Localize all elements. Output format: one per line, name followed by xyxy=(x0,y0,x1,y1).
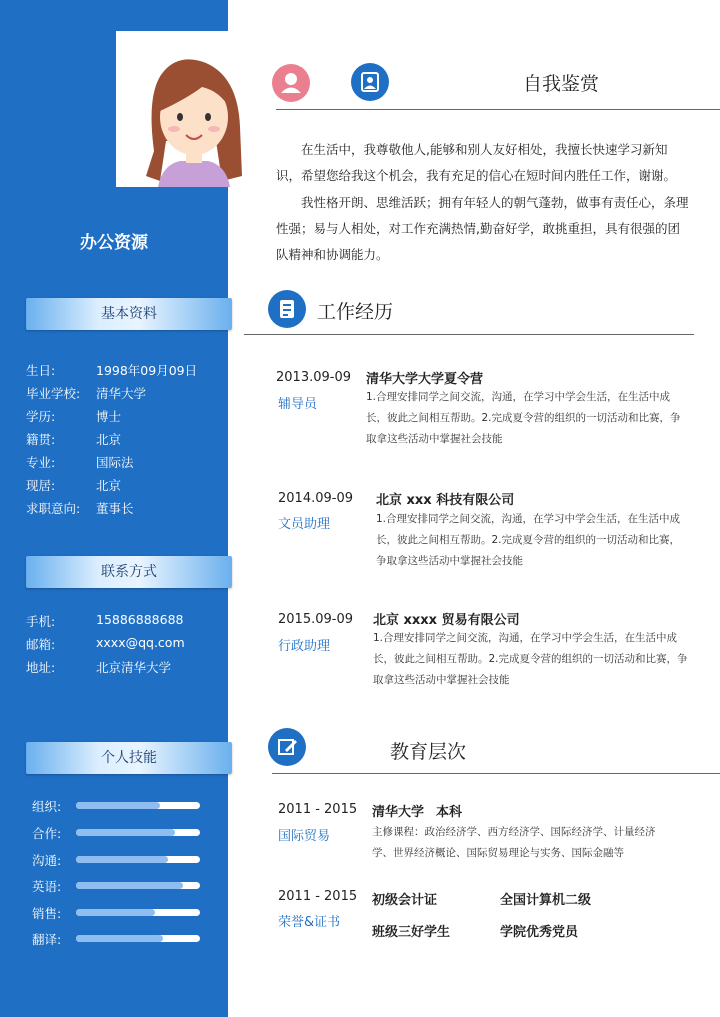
work-org: 清华大学大学夏令营 xyxy=(366,372,484,387)
skills-title: 个人技能 xyxy=(101,750,157,766)
basic-info-banner xyxy=(26,294,232,334)
major-value: 国际法 xyxy=(96,455,134,470)
work-title: 工作经历 xyxy=(317,301,394,323)
work-desc: 1.合理安排同学之间交流，沟通，在学习中学会生活，在生活中成长，彼此之间相互帮助。2.完成夏令营的组织的一切活动和比赛，争取拿这些活动中掌握社会技能 xyxy=(373,632,688,686)
work-role: 文员助理 xyxy=(278,517,331,532)
honors-label: 荣誉&证书 xyxy=(278,915,341,930)
address-label: 地址: xyxy=(26,660,56,675)
person-icon xyxy=(272,64,310,102)
work-org: 北京 xxxx 贸易有限公司 xyxy=(373,613,520,628)
self-eval-paragraph: 在生活中，我尊敬他人,能够和别人友好相处，我擅长快速学习新知识，希望您给我这个机会，我有充足的信心在短时间内胜任工作，谢谢。 xyxy=(276,142,677,183)
edu-degree: 本科 xyxy=(436,805,463,820)
skill-label: 英语: xyxy=(32,879,62,894)
education-title: 教育层次 xyxy=(390,741,467,763)
skill-bar xyxy=(76,802,200,809)
work-role: 辅导员 xyxy=(278,397,318,412)
skill-bar-fill xyxy=(76,909,155,916)
honor-item: 学院优秀党员 xyxy=(500,925,579,940)
briefcase-icon xyxy=(268,290,306,328)
contact-title: 联系方式 xyxy=(101,564,157,580)
edu-courses: 主修课程：政治经济学、西方经济学、国际经济学、计量经济学、世界经济概论、国际贸易理论与实务、国际金融等 xyxy=(372,826,656,859)
education-value: 博士 xyxy=(96,409,122,424)
contact-banner xyxy=(26,552,232,592)
residence-label: 现居: xyxy=(26,478,56,493)
skill-label: 翻译: xyxy=(32,932,62,947)
edit-pen-icon xyxy=(268,728,306,766)
honor-item: 全国计算机二级 xyxy=(500,893,592,908)
self-eval-paragraph: 我性格开朗、思维活跃；拥有年轻人的朝气蓬勃，做事有责任心，条理性强；易与人相处，对工作充满热情,勤奋好学，敢挑重担，具有很强的团队精神和协调能力。 xyxy=(276,195,689,262)
skill-label: 沟通: xyxy=(32,853,62,868)
skill-bar-fill xyxy=(76,802,160,809)
honor-item: 班级三好学生 xyxy=(372,925,451,940)
avatar-photo xyxy=(116,31,244,187)
skill-label: 销售: xyxy=(32,906,62,921)
birthday-label: 生日: xyxy=(26,363,56,378)
work-date: 2014.09-09 xyxy=(278,491,353,506)
skill-bar-fill xyxy=(76,935,163,942)
edu-school: 清华大学 xyxy=(372,805,425,820)
phone-value: 15886888688 xyxy=(96,612,184,627)
skill-bar xyxy=(76,935,200,942)
hometown-value: 北京 xyxy=(96,432,122,447)
skill-bar-fill xyxy=(76,856,168,863)
work-desc: 1.合理安排同学之间交流，沟通，在学习中学会生活，在生活中成长，彼此之间相互帮助。2.完成夏令营的组织的一切活动和比赛，争取拿这些活动中掌握社会技能 xyxy=(366,391,681,445)
residence-value: 北京 xyxy=(96,478,122,493)
skills-banner xyxy=(26,738,232,778)
work-date: 2015.09-09 xyxy=(278,612,353,627)
email-label: 邮箱: xyxy=(26,637,56,652)
job-intent-label: 求职意向: xyxy=(26,501,81,516)
birthday-value: 1998年09月09日 xyxy=(96,363,198,378)
major-label: 专业: xyxy=(26,455,56,470)
work-date: 2013.09-09 xyxy=(276,370,351,385)
job-intent-value: 董事长 xyxy=(96,501,134,516)
skill-bar-fill xyxy=(76,829,175,836)
honors-date: 2011 - 2015 xyxy=(278,889,358,904)
skill-bar xyxy=(76,882,200,889)
profile-card-icon xyxy=(351,63,389,101)
skill-label: 合作: xyxy=(32,826,62,841)
edu-date: 2011 - 2015 xyxy=(278,802,358,817)
divider xyxy=(272,773,720,774)
basic-info-title: 基本资料 xyxy=(101,306,157,322)
phone-label: 手机: xyxy=(26,614,56,629)
avatar-illustration xyxy=(116,31,244,187)
skill-bar-fill xyxy=(76,882,183,889)
work-desc: 1.合理安排同学之间交流，沟通，在学习中学会生活，在生活中成长，彼此之间相互帮助。2.完成夏令营的组织的一切活动和比赛，争取拿这些活动中掌握社会技能 xyxy=(376,513,681,567)
school-label: 毕业学校: xyxy=(26,386,81,401)
education-label: 学历: xyxy=(26,409,56,424)
work-org: 北京 xxx 科技有限公司 xyxy=(376,493,515,508)
skill-bar xyxy=(76,909,200,916)
email-value: xxxx@qq.com xyxy=(96,635,185,650)
divider xyxy=(244,334,694,335)
skill-bar xyxy=(76,856,200,863)
hometown-label: 籍贯: xyxy=(26,432,56,447)
divider xyxy=(276,109,720,110)
work-role: 行政助理 xyxy=(278,639,331,654)
honor-item: 初级会计证 xyxy=(372,893,438,908)
skill-bar xyxy=(76,829,200,836)
edu-major: 国际贸易 xyxy=(278,829,331,844)
school-value: 清华大学 xyxy=(96,386,147,401)
candidate-name: 办公资源 xyxy=(80,233,148,253)
address-value: 北京清华大学 xyxy=(96,660,172,675)
self-eval-title: 自我鉴赏 xyxy=(523,73,600,95)
skill-label: 组织: xyxy=(32,799,62,814)
